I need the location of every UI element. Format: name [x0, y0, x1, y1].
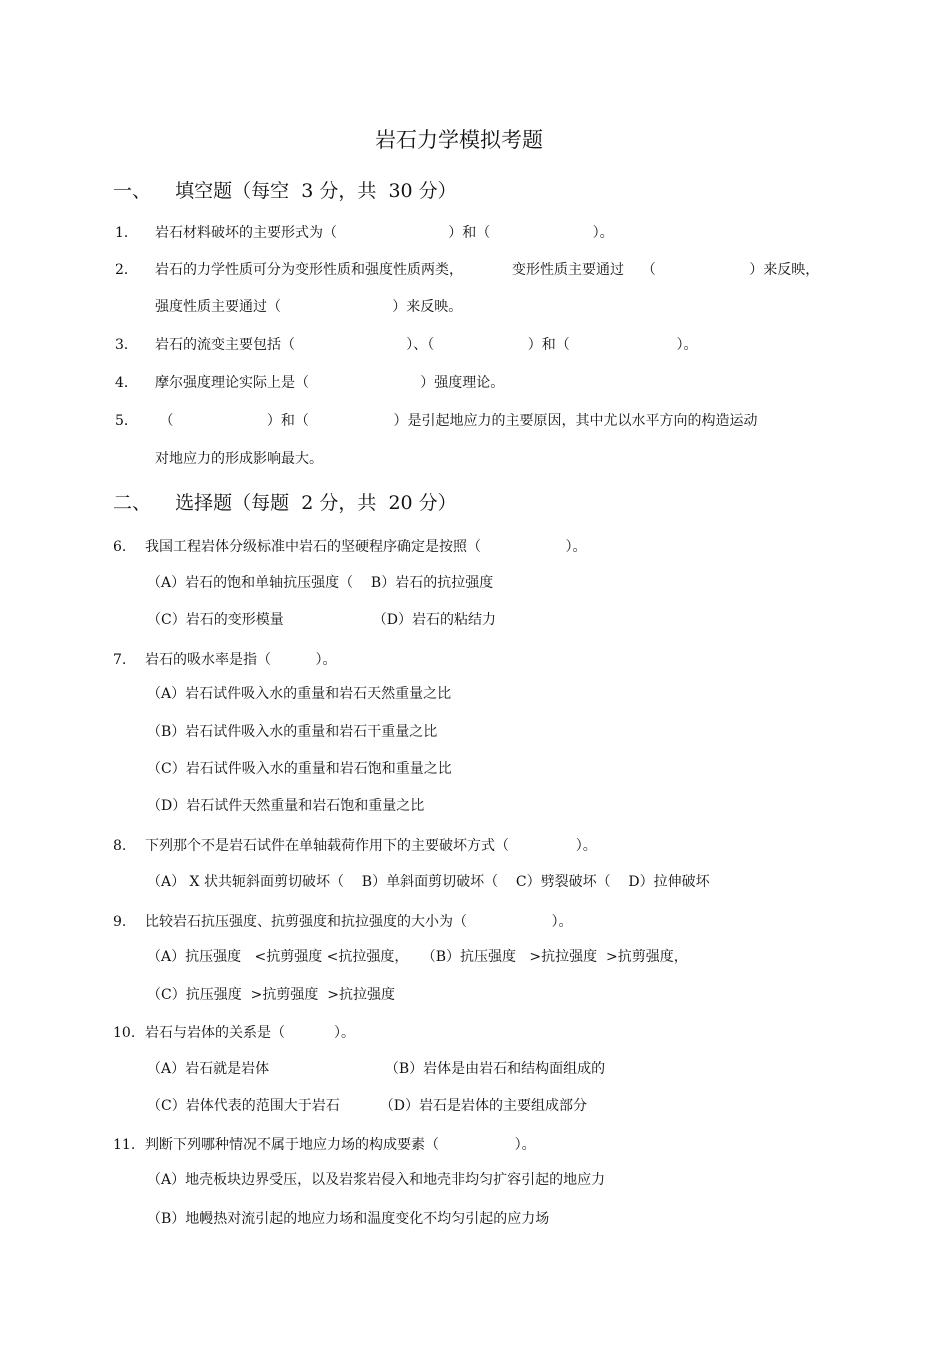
- question-text: 下列那个不是岩石试件在单轴载荷作用下的主要破坏方式（ ）。: [145, 838, 597, 854]
- question-text: 摩尔强度理论实际上是（ ）强度理论。: [155, 375, 505, 391]
- question-number: 9.: [113, 914, 127, 930]
- question-text: 强度性质主要通过（ ）来反映。: [155, 299, 463, 315]
- answer-option: （C）岩石试件吸入水的重量和岩石饱和重量之比: [147, 761, 452, 777]
- page-title: 岩石力学模拟考题: [375, 128, 543, 152]
- question-text: 我国工程岩体分级标准中岩石的坚硬程序确定是按照（ ）。: [145, 539, 587, 555]
- question-text: 岩石的流变主要包括（ ）、（ ）和（ ）。: [155, 337, 698, 353]
- answer-option: （A）岩石就是岩体 （B）岩体是由岩石和结构面组成的: [147, 1061, 606, 1077]
- section-heading-multiple-choice: 二、 选择题（每题 2 分，共 20 分）: [113, 492, 457, 514]
- question-number: 11.: [113, 1137, 136, 1153]
- answer-option: （B）岩石试件吸入水的重量和岩石干重量之比: [147, 724, 438, 740]
- question-number: 6.: [113, 539, 127, 555]
- question-number: 7.: [113, 652, 127, 668]
- question-number: 10.: [113, 1025, 136, 1041]
- answer-option: （B）地幔热对流引起的地应力场和温度变化不均匀引起的应力场: [147, 1211, 550, 1227]
- question-text: 比较岩石抗压强度、抗剪强度和抗拉强度的大小为（ ）。: [145, 914, 573, 930]
- answer-option: （C）岩石的变形模量 （D）岩石的粘结力: [147, 612, 496, 628]
- answer-option: （A） X 状共轭斜面剪切破坏（ B）单斜面剪切破坏（ C）劈裂破坏（ D）拉伸破坏: [147, 874, 710, 890]
- section-heading-fill-in: 一、 填空题（每空 3 分，共 30 分）: [113, 180, 457, 202]
- question-text: 对地应力的形成影响最大。: [155, 451, 323, 467]
- question-text: 岩石的吸水率是指（ ）。: [145, 652, 337, 668]
- answer-option: （C）抗压强度 >抗剪强度 >抗拉强度: [147, 987, 395, 1003]
- question-number: 5．: [115, 413, 138, 429]
- question-text: 判断下列哪种情况不属于地应力场的构成要素（ ）。: [145, 1137, 536, 1153]
- question-text: 岩石材料破坏的主要形式为（ ）和（ ）。: [155, 225, 614, 241]
- answer-option: （A）抗压强度 <抗剪强度 <抗拉强度， （B）抗压强度 >抗拉强度 >抗剪强度，: [147, 949, 688, 965]
- answer-option: （A）岩石的饱和单轴抗压强度（ B）岩石的抗拉强度: [147, 575, 494, 591]
- answer-option: （D）岩石试件天然重量和岩石饱和重量之比: [147, 798, 425, 814]
- question-number: 2．: [115, 262, 138, 278]
- question-number: 8.: [113, 838, 127, 854]
- question-number: 4．: [115, 375, 138, 391]
- answer-option: （A）岩石试件吸入水的重量和岩石天然重量之比: [147, 686, 452, 702]
- question-number: 3．: [115, 337, 138, 353]
- question-text: （ ）和（ ）是引起地应力的主要原因，其中尤以水平方向的构造运动: [155, 413, 758, 429]
- answer-option: （A）地壳板块边界受压，以及岩浆岩侵入和地壳非均匀扩容引起的地应力: [147, 1172, 606, 1188]
- question-number: 1．: [115, 225, 138, 241]
- question-text: 岩石与岩体的关系是（ ）。: [145, 1025, 355, 1041]
- question-text: 岩石的力学性质可分为变形性质和强度性质两类， 变形性质主要通过 （ ）来反映，: [155, 262, 820, 278]
- answer-option: （C）岩体代表的范围大于岩石 （D）岩石是岩体的主要组成部分: [147, 1098, 587, 1114]
